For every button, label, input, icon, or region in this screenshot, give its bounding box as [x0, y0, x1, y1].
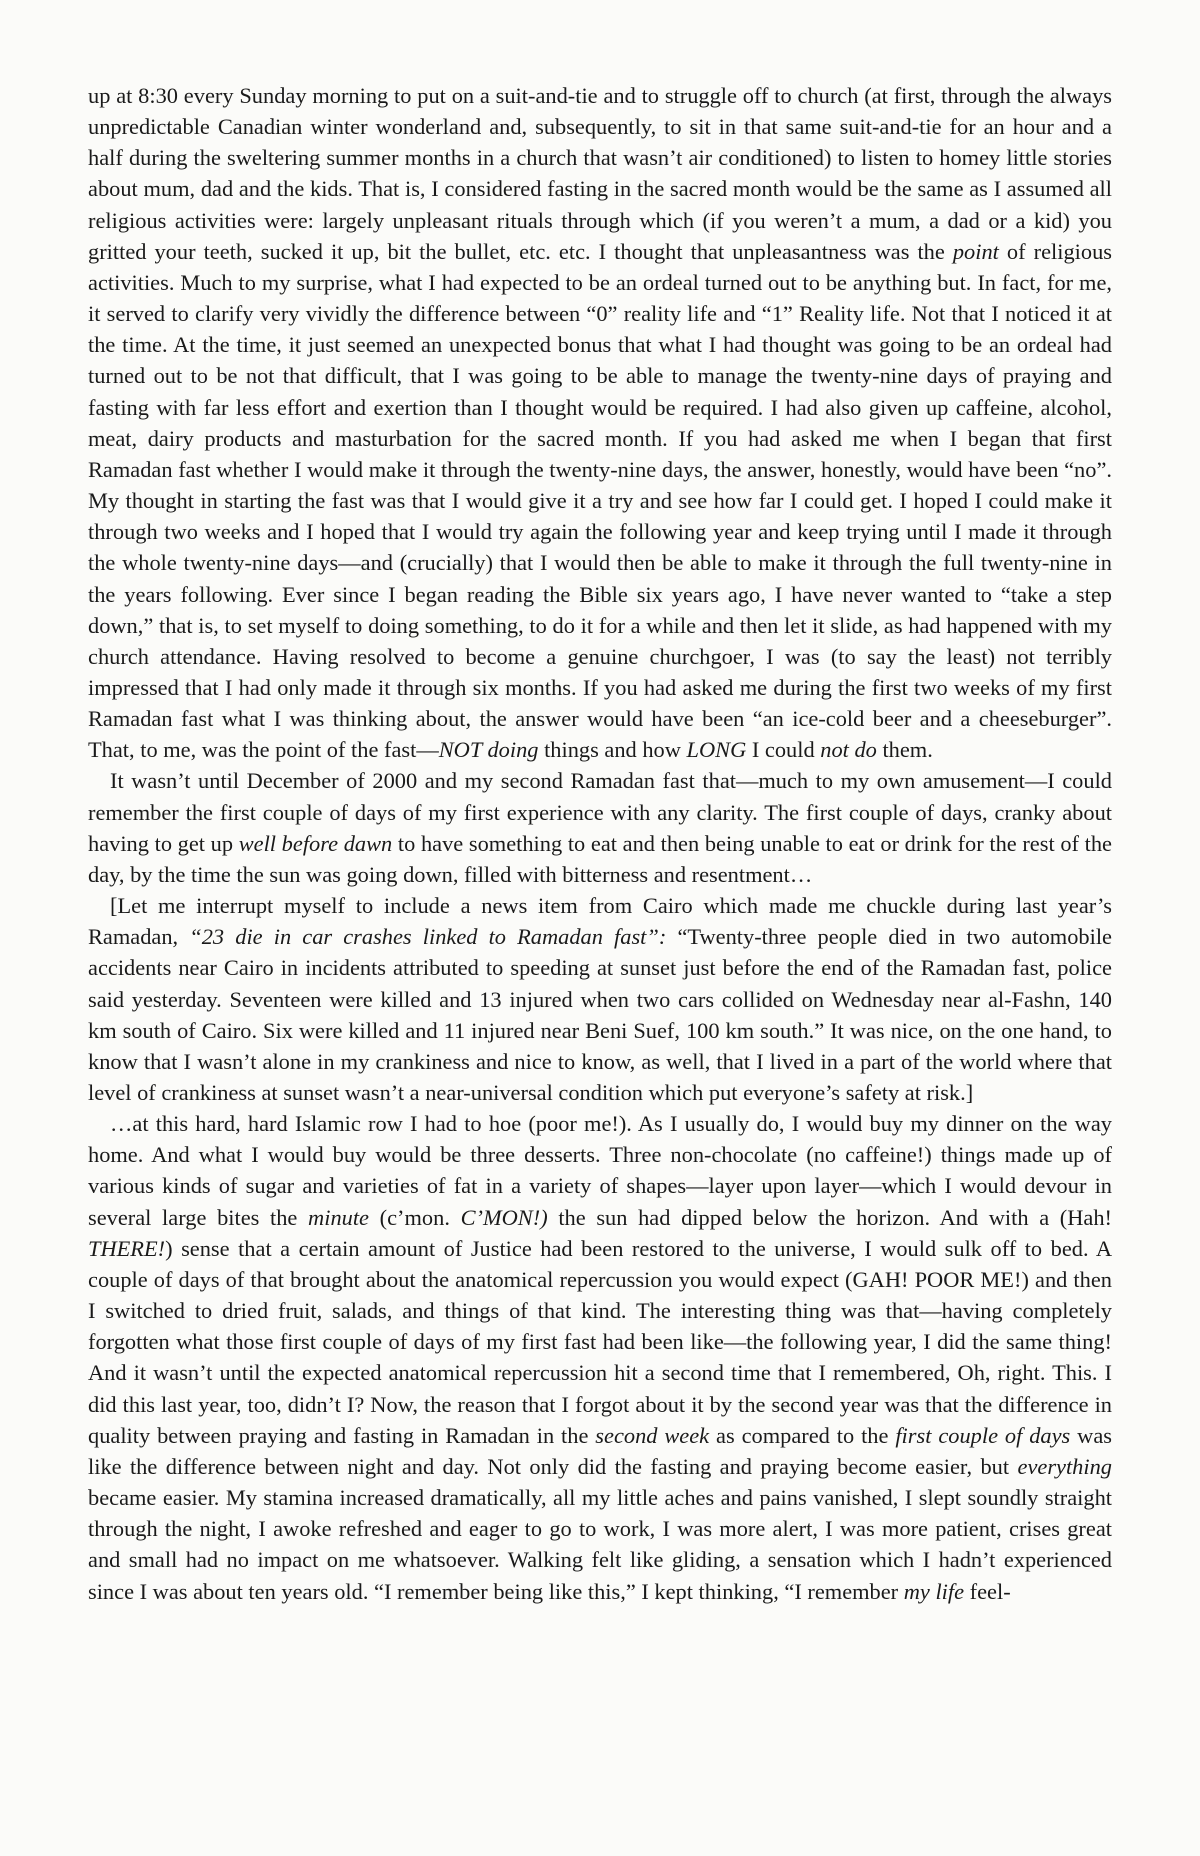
text-run: to have something to eat and then being unable to eat or drink for the rest of the day, by the time the sun was going down, filled with bitterness and resentment…: [88, 830, 1112, 887]
italic-text-run: second week: [595, 1422, 710, 1448]
text-run: the sun had dipped below the horizon. And with a (Hah!: [547, 1204, 1113, 1230]
text-run: (c’mon.: [369, 1204, 461, 1230]
text-run: was like the difference between night and day. Not only did the fasting and praying become easier, but: [88, 1422, 1112, 1479]
body-text: [88, 80, 1112, 1607]
italic-text-run: first couple of days: [895, 1422, 1071, 1448]
text-run: things and how: [538, 737, 687, 763]
text-run: as compared to the: [709, 1422, 896, 1448]
paragraph: [88, 890, 1112, 1108]
italic-text-run: C’MON!): [460, 1204, 548, 1230]
text-run: “Twenty-three people died in two automobile accidents near Cairo in incidents attributed to speeding at sunset just before the end of the Ramadan fast, police said yesterday. Seventeen were killed and 13 injured when two cars collided on Wednesday near al-Fashn, 140 km south of Cairo. Six were killed and 11 injured near Beni Suef, 100 km south.” It was nice, on the one hand, to know that I wasn’t alone in my crankiness and nice to know, as well, that I lived in a part of the world where that level of crankiness at sunset wasn’t a near-universal condition which put everyone’s safety at risk.]: [88, 924, 1112, 1105]
italic-text-run: well before dawn: [238, 830, 393, 856]
text-run: [Let me interrupt myself to include a news item from Cairo which made me chuckle during last year’s Ramadan,: [88, 893, 1112, 950]
text-run: It wasn’t until December of 2000 and my second Ramadan fast that—much to my own amusement—I could remember the first couple of days of my first experience with any clarity. The first couple of days, cranky about having to get up: [88, 768, 1112, 856]
text-run: I could: [746, 737, 821, 763]
italic-text-run: THERE!: [88, 1235, 166, 1261]
italic-text-run: “23 die in car crashes linked to Ramadan fast”:: [189, 924, 667, 950]
italic-text-run: NOT doing: [438, 737, 539, 763]
text-run: ) sense that a certain amount of Justice had been restored to the universe, I would sulk off to bed. A couple of days of that brought about the anatomical repercussion you would expect (GAH! POOR ME!) and then I switched to dried fruit, salads, and things of that kind. The interesting thing was that—having completely forgotten what those first couple of days of my first fast had been like—the following year, I did the same thing! And it wasn’t until the expected anatomical repercussion hit a second time that I remembered, Oh, right. This. I did this last year, too, didn’t I? Now, the reason that I forgot about it by the second year was that the difference in quality between praying and fasting in Ramadan in the: [88, 1235, 1112, 1448]
paragraph: [88, 80, 1112, 765]
paragraph: [88, 765, 1112, 890]
italic-text-run: not do: [820, 737, 877, 763]
text-run: of religious activities. Much to my surprise, what I had expected to be an ordeal turned out to be anything but. In fact, for me, it served to clarify very vividly the difference between “0” reality life and “1” Reality life. Not that I noticed it at the time. At the time, it just seemed an unexpected bonus that what I had thought was going to be an ordeal had turned out to be not that difficult, that I was going to be able to manage the twenty-nine days of praying and fasting with far less effort and exertion than I thought would be required. I had also given up caffeine, alcohol, meat, dairy products and masturbation for the sacred month. If you had asked me when I began that first Ramadan fast whether I would make it through the twenty-nine days, the answer, honestly, would have been “no”. My thought in starting the fast was that I would give it a try and see how far I could get. I hoped I could make it through two weeks and I hoped that I would try again the following year and keep trying until I made it through the whole twenty-nine days—and (crucially) that I would then be able to make it through the full twenty-nine in the years following. Ever since I began reading the Bible six years ago, I have never wanted to “take a step down,” that is, to set myself to doing something, to do it for a while and then let it slide, as had happened with my church attendance. Having resolved to become a genuine churchgoer, I was (to say the least) not terribly impressed that I had only made it through six months. If you had asked me during the first two weeks of my first Ramadan fast what I was thinking about, the answer would have been “an ice-cold beer and a cheeseburger”. That, to me, was the point of the fast—: [88, 238, 1112, 763]
text-run: feel-: [964, 1578, 1011, 1604]
italic-text-run: point: [952, 238, 999, 264]
text-run: up at 8:30 every Sunday morning to put on a suit-and-tie and to struggle off to church (at first, through the always unpredictable Canadian winter wonderland and, subsequently, to sit in that same suit-and-tie for an hour and a half during the sweltering summer months in a church that wasn’t air conditioned) to listen to homey little stories about mum, dad and the kids. That is, I considered fasting in the sacred month would be the same as I assumed all religious activities were: largely unpleasant rituals through which (if you weren’t a mum, a dad or a kid) you gritted your teeth, sucked it up, bit the bullet, etc. etc. I thought that unpleasantness was the: [88, 83, 1112, 264]
text-run: became easier. My stamina increased dramatically, all my little aches and pains vanished, I slept soundly straight through the night, I awoke refreshed and eager to go to work, I was more alert, I was more patient, crises great and small had no impact on me whatsoever. Walking felt like gliding, a sensation which I hadn’t experienced since I was about ten years old. “I remember being like this,” I kept thinking, “I remember: [88, 1485, 1112, 1604]
text-run: them.: [876, 737, 933, 763]
italic-text-run: my life: [903, 1578, 965, 1604]
italic-text-run: LONG: [686, 737, 747, 763]
italic-text-run: everything: [1017, 1453, 1112, 1479]
paragraph: [88, 1108, 1112, 1607]
text-run: …at this hard, hard Islamic row I had to hoe (poor me!). As I usually do, I would buy my dinner on the way home. And what I would buy would be three desserts. Three non-chocolate (no caffeine!) things made up of various kinds of sugar and varieties of fat in a variety of shapes—layer upon layer—which I would devour in several large bites the: [88, 1111, 1112, 1230]
italic-text-run: minute: [308, 1204, 369, 1230]
